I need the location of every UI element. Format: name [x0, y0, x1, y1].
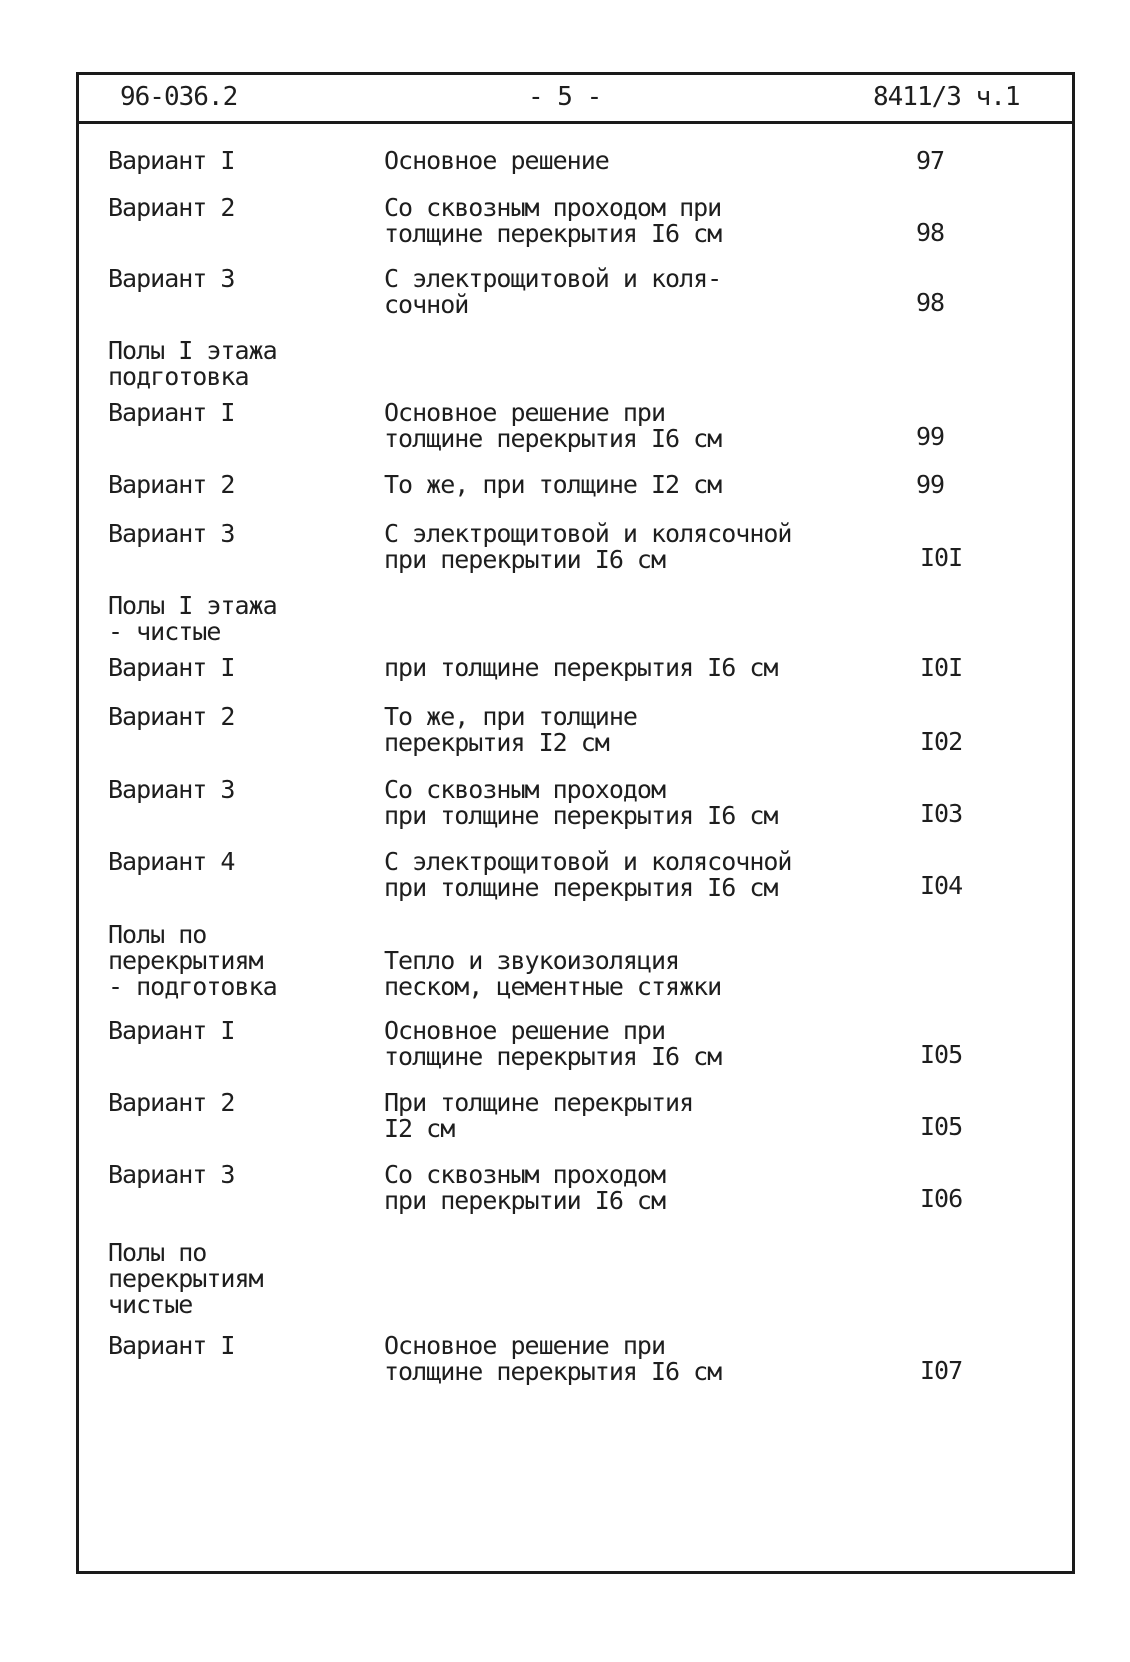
document-code: 96-036.2	[120, 82, 238, 112]
row-description: Основное решение при толщине перекрытия I6 см	[384, 1331, 722, 1386]
row-page: I0I	[920, 543, 963, 572]
header-divider	[79, 121, 1072, 124]
album-reference: 8411/3 ч.1	[873, 82, 1020, 112]
row-label: Вариант 4	[108, 847, 235, 876]
row-description: С электрощитовой и колясочной при толщине перекрытия I6 см	[384, 847, 792, 902]
row-description: Со сквозным проходом при толщине перекрытия I6 см	[384, 775, 778, 830]
row-description: То же, при толщине I2 см	[384, 470, 722, 499]
section-heading: Полы по перекрытиям чистые	[108, 1238, 263, 1319]
row-description: Основное решение	[384, 146, 609, 175]
row-page: 99	[916, 422, 945, 451]
row-description: Основное решение при толщине перекрытия I6 см	[384, 1016, 722, 1071]
row-description: С электрощитовой и коля- сочной	[384, 264, 722, 319]
row-description: Со сквозным проходом при перекрытии I6 см	[384, 1160, 666, 1215]
page-number: - 5 -	[528, 82, 602, 112]
row-page: I07	[920, 1356, 963, 1385]
row-label: Вариант 2	[108, 1088, 235, 1117]
row-label: Вариант 2	[108, 193, 235, 222]
row-description: Основное решение при толщине перекрытия I6 см	[384, 398, 722, 453]
section-heading: Полы по перекрытиям - подготовка	[108, 920, 277, 1001]
row-description: Со сквозным проходом при толщине перекрытия I6 см	[384, 193, 722, 248]
row-label: Вариант I	[108, 398, 235, 427]
section-heading: Полы I этажа - чистые	[108, 591, 277, 646]
row-page: I05	[920, 1112, 963, 1141]
row-page: 98	[916, 218, 945, 247]
row-label: Вариант 3	[108, 519, 235, 548]
row-page: I04	[920, 871, 963, 900]
row-label: Вариант I	[108, 146, 235, 175]
row-label: Вариант I	[108, 653, 235, 682]
row-label: Вариант 3	[108, 775, 235, 804]
row-description: С электрощитовой и колясочной при перекрытии I6 см	[384, 519, 792, 574]
row-label: Вариант I	[108, 1016, 235, 1045]
section-heading: Полы I этажа подготовка	[108, 336, 277, 391]
row-page: I05	[920, 1040, 963, 1069]
row-page: I06	[920, 1184, 963, 1213]
row-page: 97	[916, 146, 945, 175]
row-page: I03	[920, 799, 963, 828]
row-description: При толщине перекрытия I2 см	[384, 1088, 694, 1143]
row-description: То же, при толщине перекрытия I2 см	[384, 702, 637, 757]
row-label: Вариант 2	[108, 702, 235, 731]
row-label: Вариант 3	[108, 1160, 235, 1189]
row-description: при толщине перекрытия I6 см	[384, 653, 778, 682]
row-label: Вариант 3	[108, 264, 235, 293]
row-page: I02	[920, 727, 963, 756]
section-note: Тепло и звукоизоляция песком, цементные стяжки	[384, 946, 722, 1001]
row-page: 98	[916, 288, 945, 317]
row-label: Вариант 2	[108, 470, 235, 499]
row-label: Вариант I	[108, 1331, 235, 1360]
row-page: I0I	[920, 653, 963, 682]
row-page: 99	[916, 470, 945, 499]
